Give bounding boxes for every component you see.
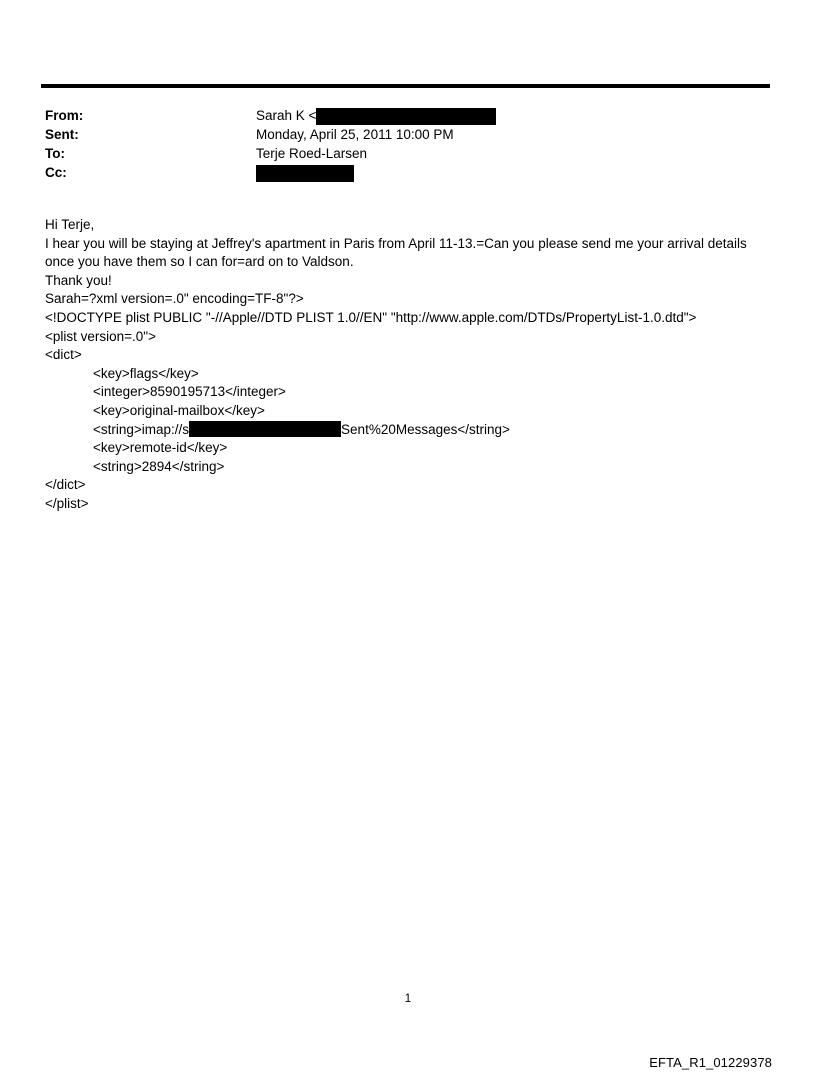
body-line: </plist> — [45, 495, 89, 511]
redaction-bar-from — [316, 108, 496, 125]
from-text: Sarah K < — [256, 108, 317, 123]
body-line: Sarah=?xml version=.0" encoding=TF-8"?> — [45, 291, 304, 307]
email-header-block — [45, 106, 774, 182]
header-row-sent — [45, 125, 774, 144]
redaction-bar-inline — [189, 421, 341, 437]
body-line: <key>remote-id</key> — [93, 440, 228, 456]
body-line: once you have them so I can for=ard on to Valdson. — [45, 254, 354, 270]
body-line: <!DOCTYPE plist PUBLIC "-//Apple//DTD PLIST 1.0//EN" "http://www.apple.com/DTDs/PropertyList-1.0.dtd"> — [45, 309, 697, 325]
body-line: <integer>8590195713</integer> — [93, 384, 286, 400]
body-line: <key>flags</key> — [93, 365, 199, 381]
redacted-line-prefix: <string>imap://s — [93, 421, 190, 437]
body-line: </dict> — [45, 477, 86, 493]
body-line-redacted — [45, 421, 765, 440]
body-line: I hear you will be staying at Jeffrey's apartment in Paris from April 11-13.=Can you please send me your arrival details — [45, 235, 747, 251]
header-label-from: From: — [45, 108, 84, 123]
header-value-sent: Monday, April 25, 2011 10:00 PM — [256, 127, 454, 142]
header-value-cc — [256, 163, 354, 182]
header-value-to: Terje Roed-Larsen — [256, 146, 368, 161]
header-row-from — [45, 106, 774, 125]
header-label-cc: Cc: — [45, 165, 67, 180]
header-label-sent: Sent: — [45, 127, 79, 142]
redacted-line-suffix: Sent%20Messages</string> — [341, 421, 510, 437]
email-body — [45, 216, 765, 514]
bates-number: EFTA_R1_01229378 — [649, 1055, 772, 1070]
header-row-cc — [45, 163, 774, 182]
redaction-bar-cc — [256, 165, 354, 182]
body-line: Hi Terje, — [45, 217, 95, 232]
header-divider-rule — [41, 84, 770, 88]
body-line: <plist version=.0"> — [45, 328, 156, 344]
page-number: 1 — [404, 993, 412, 1005]
body-line: <dict> — [45, 347, 82, 363]
header-row-to — [45, 144, 774, 163]
header-label-to: To: — [45, 146, 65, 161]
body-line: <key>original-mailbox</key> — [93, 402, 265, 418]
body-line: Thank you! — [45, 272, 112, 288]
header-value-from — [256, 106, 496, 125]
body-line: <string>2894</string> — [93, 458, 225, 474]
